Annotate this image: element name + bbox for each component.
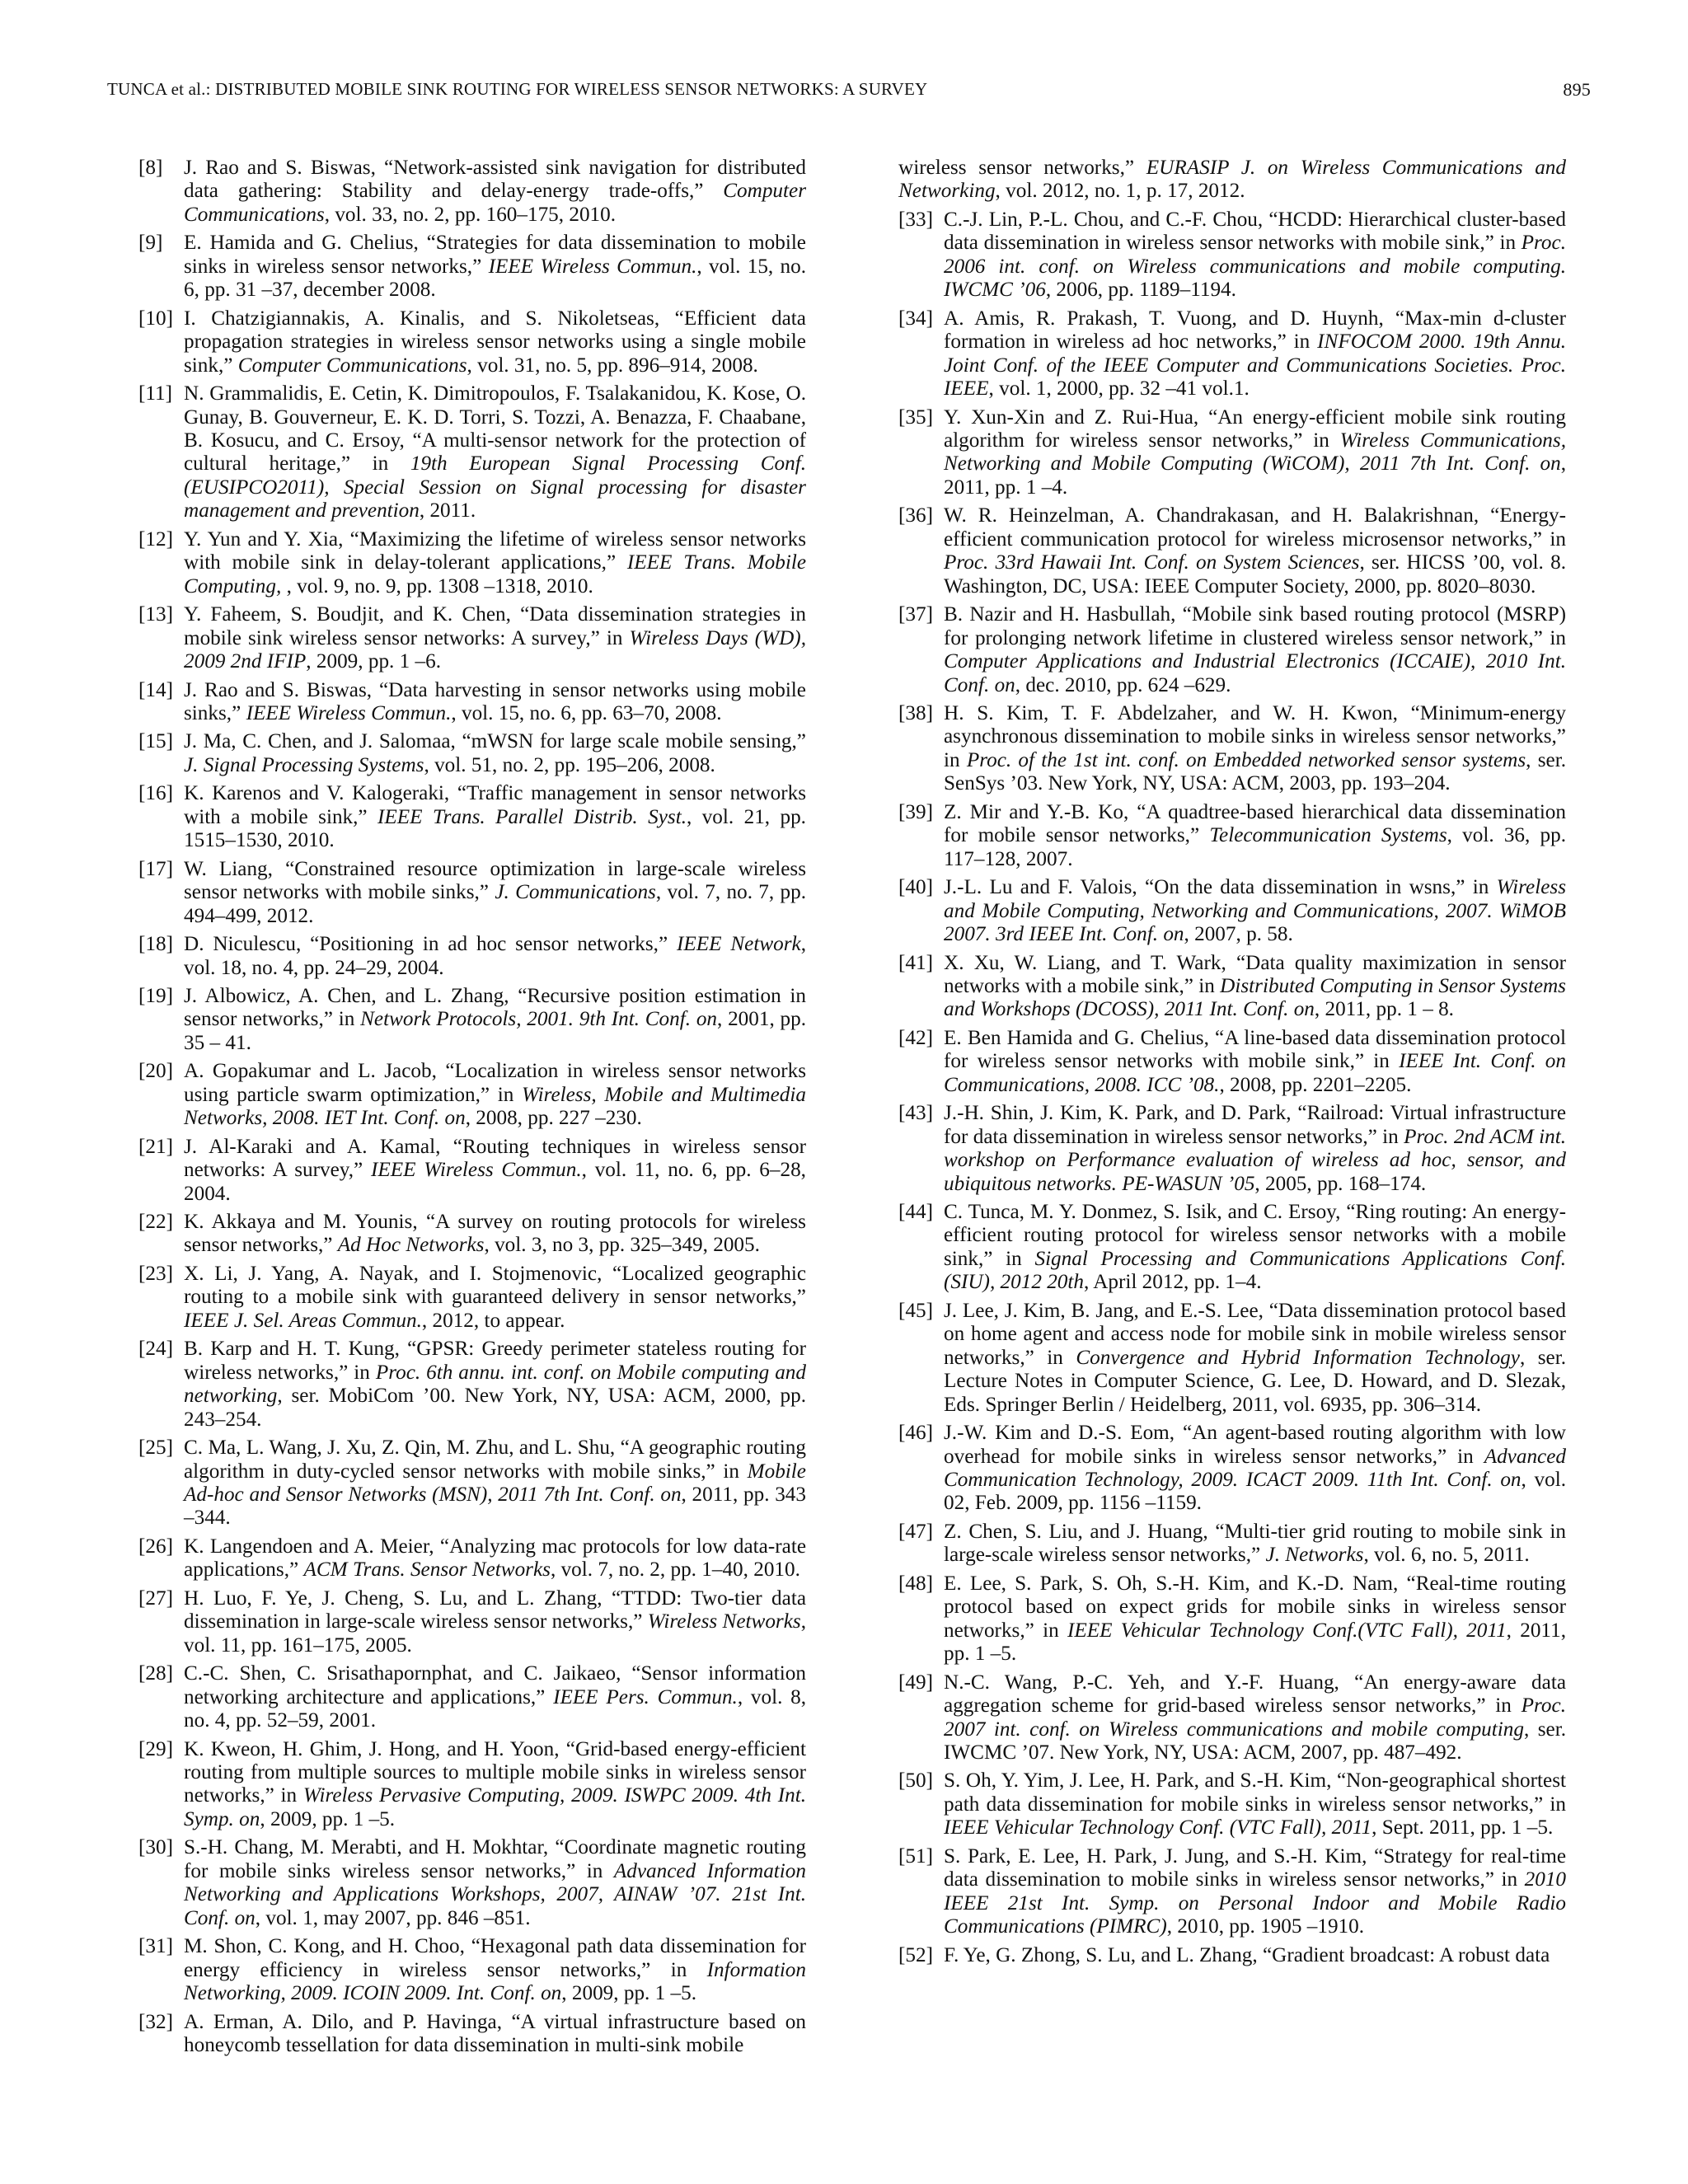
reference-entry	[138, 603, 806, 673]
reference-venue: Ad Hoc Networks	[337, 1234, 485, 1257]
reference-entry	[138, 157, 806, 227]
reference-venue: Proc. 6th annu. int. conf. on Mobile computing and networking	[184, 1361, 806, 1408]
reference-venue: Proc. 2006 int. conf. on Wireless communications and mobile computing. IWCMC ’06	[944, 232, 1566, 302]
reference-continuation-details: , vol. 2012, no. 1, p. 17, 2012.	[995, 180, 1245, 203]
reference-venue: Proc. of the 1st int. conf. on Embedded networked sensor systems	[966, 748, 1526, 771]
reference-number: [42]	[898, 1026, 933, 1049]
reference-details: , vol. 33, no. 2, pp. 160–175, 2010.	[324, 203, 617, 226]
reference-authors-title: C.-J. Lin, P.-L. Chou, and C.-F. Chou, “HCDD: Hierarchical cluster-based data dissemination in wireless sensor networks with mobile sink,” in	[944, 208, 1566, 255]
reference-details: , 2005, pp. 168–174.	[1254, 1172, 1427, 1195]
reference-text	[184, 1060, 806, 1130]
reference-text	[944, 1671, 1566, 1765]
reference-entry	[898, 406, 1566, 500]
reference-authors-title: J. Rao and S. Biswas, “Data harvesting in sensor networks using mobile sinks,”	[184, 678, 806, 724]
reference-entry	[138, 782, 806, 852]
reference-text	[944, 406, 1566, 500]
reference-venue: Advanced Information Networking and Applications Workshops, 2007, AINAW ’07. 21st Int. Conf. on	[184, 1859, 806, 1929]
page-header	[107, 79, 1591, 107]
reference-entry	[138, 1587, 806, 1657]
reference-number: [47]	[898, 1520, 933, 1543]
reference-details: , vol. 7, no. 2, pp. 1–40, 2010.	[550, 1558, 800, 1582]
reference-details: , vol. 6, no. 5, 2011.	[1363, 1544, 1530, 1567]
reference-details: , vol. 31, no. 5, pp. 896–914, 2008.	[467, 354, 758, 377]
reference-details: , vol. 51, no. 2, pp. 195–206, 2008.	[424, 753, 715, 776]
reference-entry	[898, 1944, 1566, 1967]
reference-venue: IEEE Vehicular Technology Conf. (VTC Fall), 2011	[944, 1816, 1372, 1840]
reference-authors-title: J.-W. Kim and D.-S. Eom, “An agent-based routing algorithm with low overhead for mobile sinks in wireless sensor networks,” in	[944, 1422, 1566, 1468]
reference-venue: Distributed Computing in Sensor Systems and Workshops (DCOSS), 2011 Int. Conf. on	[944, 974, 1566, 1021]
reference-continuation-text: wireless sensor networks,”	[898, 157, 1146, 179]
reference-entry	[898, 952, 1566, 1022]
reference-text	[184, 679, 806, 726]
reference-number: [21]	[138, 1135, 173, 1158]
reference-venue: IEEE Wireless Commun.	[246, 701, 452, 724]
reference-entry	[138, 528, 806, 598]
reference-number: [41]	[898, 951, 933, 974]
reference-authors-title: S. Park, E. Lee, H. Park, J. Jung, and S.-H. Kim, “Strategy for real-time data dissemination to mobile sinks in wireless sensor networks,” in	[944, 1844, 1566, 1891]
reference-details: , Sept. 2011, pp. 1 –5.	[1372, 1816, 1554, 1840]
reference-venue: ACM Trans. Sensor Networks	[303, 1558, 551, 1582]
reference-entry	[898, 603, 1566, 697]
reference-entry	[898, 1201, 1566, 1295]
reference-entry	[898, 876, 1566, 946]
reference-authors-title: J. Rao and S. Biswas, “Network-assisted sink navigation for distributed data gathering: Stability and delay-energy trade-offs,”	[184, 157, 806, 203]
reference-number: [22]	[138, 1211, 173, 1234]
reference-number: [24]	[138, 1338, 173, 1361]
reference-number: [38]	[898, 701, 933, 724]
reference-details: , 2008, pp. 2201–2205.	[1219, 1073, 1412, 1096]
reference-authors-title: W. R. Heinzelman, A. Chandrakasan, and H. Balakrishnan, “Energy-efficient communication protocol for wireless microsensor networks,” in	[944, 504, 1566, 551]
reference-number: [40]	[898, 876, 933, 899]
reference-entry	[138, 1436, 806, 1530]
reference-details: , ser. HICSS ’00, vol. 8. Washington, DC, USA: IEEE Computer Society, 2000, pp. 8020–8030.	[944, 551, 1566, 598]
reference-entry	[138, 1211, 806, 1258]
reference-number: [10]	[138, 307, 173, 330]
reference-authors-title: A. Amis, R. Prakash, T. Vuong, and D. Huynh, “Max-min d-cluster formation in wireless ad hoc networks,” in	[944, 307, 1566, 354]
reference-text	[944, 1521, 1566, 1568]
reference-entry	[138, 1060, 806, 1130]
reference-details: , 2011, pp. 343 –344.	[184, 1483, 806, 1530]
reference-text	[184, 1836, 806, 1930]
reference-venue: IEEE Int. Conf. on Communications, 2008. ICC ’08.	[944, 1050, 1566, 1096]
reference-number: [15]	[138, 730, 173, 753]
reference-authors-title: K. Karenos and V. Kalogeraki, “Traffic management in sensor networks with a mobile sink,”	[184, 782, 806, 828]
reference-details: , vol. 11, pp. 161–175, 2005.	[184, 1610, 806, 1657]
reference-text	[184, 730, 806, 777]
reference-entry	[898, 801, 1566, 871]
reference-venue: IEEE Network	[676, 933, 801, 956]
reference-entry	[898, 209, 1566, 302]
reference-authors-title: J.-H. Shin, J. Kim, K. Park, and D. Park, “Railroad: Virtual infrastructure for data dissemination in wireless sensor networks,” in	[944, 1102, 1566, 1148]
reference-number: [44]	[898, 1201, 933, 1224]
reference-text	[184, 382, 806, 523]
reference-number: [8]	[138, 157, 163, 179]
reference-details: , April 2012, pp. 1–4.	[1084, 1271, 1262, 1294]
reference-authors-title: J. Ma, C. Chen, and J. Salomaa, “mWSN for large scale mobile sensing,”	[184, 730, 806, 753]
reference-entry	[138, 985, 806, 1055]
reference-venue: Mobile Ad-hoc and Sensor Networks (MSN), 2011 7th Int. Conf. on	[184, 1460, 806, 1507]
reference-venue: 2010 IEEE 21st Int. Symp. on Personal Indoor and Mobile Radio Communications (PIMRC)	[944, 1868, 1566, 1938]
reference-details: , vol. 3, no 3, pp. 325–349, 2005.	[484, 1234, 760, 1257]
reference-authors-title: H. S. Kim, T. F. Abdelzaher, and W. H. Kwon, “Minimum-energy asynchronous dissemination to mobile sinks in wireless sensor networks,” in	[944, 701, 1566, 771]
reference-text	[184, 985, 806, 1055]
reference-number: [14]	[138, 678, 173, 701]
reference-text	[184, 2011, 806, 2058]
reference-authors-title: F. Ye, G. Zhong, S. Lu, and L. Zhang, “Gradient broadcast: A robust data	[944, 1943, 1550, 1966]
reference-venue: INFOCOM 2000. 19th Annu. Joint Conf. of the IEEE Computer and Communications Societies. Proc. IEEE	[944, 330, 1566, 401]
reference-text	[184, 307, 806, 377]
reference-text	[184, 232, 806, 302]
reference-venue: Advanced Communication Technology, 2009. ICACT 2009. 11th Int. Conf. on	[944, 1445, 1566, 1492]
reference-authors-title: S. Oh, Y. Yim, J. Lee, H. Park, and S.-H. Kim, “Non-geographical shortest path data dissemination for mobile sinks in wireless sensor networks,” in	[944, 1769, 1566, 1816]
reference-entry	[898, 1671, 1566, 1765]
reference-authors-title: B. Nazir and H. Hasbullah, “Mobile sink based routing protocol (MSRP) for prolonging network lifetime in clustered wireless sensor network,” in	[944, 603, 1566, 649]
reference-authors-title: W. Liang, “Constrained resource optimization in large-scale wireless sensor networks with mobile sinks,”	[184, 857, 806, 904]
reference-number: [33]	[898, 208, 933, 231]
reference-number: [16]	[138, 782, 173, 805]
reference-details: , vol. 8, no. 4, pp. 52–59, 2001.	[184, 1685, 806, 1732]
reference-details: , vol. 36, pp. 117–128, 2007.	[944, 824, 1566, 870]
reference-venue: Wireless Communications, Networking and Mobile Computing (WiCOM), 2011 7th Int. Conf. on	[944, 429, 1566, 476]
reference-venue: Computer Communications	[237, 354, 467, 377]
reference-details: , vol. 11, no. 6, pp. 6–28, 2004.	[184, 1159, 806, 1205]
reference-text	[944, 1422, 1566, 1516]
reference-text	[944, 801, 1566, 871]
reference-authors-title: A. Gopakumar and L. Jacob, “Localization in wireless sensor networks using particle swarm optimization,” in	[184, 1060, 806, 1106]
reference-text	[944, 209, 1566, 302]
reference-text	[944, 876, 1566, 946]
reference-details: , 2001, pp. 35 – 41.	[184, 1008, 807, 1054]
reference-authors-title: Y. Faheem, S. Boudjit, and K. Chen, “Data dissemination strategies in mobile sink wireless sensor networks: A survey,” in	[184, 603, 806, 649]
reference-number: [23]	[138, 1262, 173, 1285]
reference-venue: Wireless Days (WD), 2009 2nd IFIP	[184, 626, 806, 673]
reference-number: [30]	[138, 1836, 173, 1859]
reference-text	[944, 1300, 1566, 1417]
reference-authors-title: N. Grammalidis, E. Cetin, K. Dimitropoulos, F. Tsalakanidou, K. Kose, O. Gunay, B. Gouverneur, E. K. D. Torri, S. Tozzi, A. Benazza, F. Chaabane, B. Kosucu, and C. Ersoy, “A multi-sensor network for the protection of cultural heritage,” in	[184, 382, 806, 476]
reference-venue: Convergence and Hybrid Information Technology	[1076, 1346, 1520, 1369]
reference-text	[944, 504, 1566, 598]
reference-venue: Proc. 2nd ACM int. workshop on Performance evaluation of wireless ad hoc, sensor, and ubiquitous networks. PE-WASUN ’05	[944, 1125, 1566, 1195]
reference-authors-title: A. Erman, A. Dilo, and P. Havinga, “A virtual infrastructure based on honeycomb tessellation for data dissemination in multi-sink mobile	[184, 2010, 806, 2056]
reference-entry	[898, 1845, 1566, 1939]
reference-details: , vol. 9, no. 9, pp. 1308 –1318, 2010.	[281, 574, 593, 598]
reference-details: , 2009, pp. 1 –5.	[561, 1982, 696, 2005]
reference-venue: Telecommunication Systems	[1209, 824, 1447, 847]
reference-details: , 2009, pp. 1 –5.	[260, 1807, 396, 1830]
reference-details: , vol. 1, 2000, pp. 32 –41 vol.1.	[988, 377, 1250, 401]
reference-venue: IEEE Trans. Mobile Computing,	[184, 551, 806, 598]
reference-authors-title: X. Li, J. Yang, A. Nayak, and I. Stojmenovic, “Localized geographic routing to a mobile sink with guaranteed delivery in sensor networks,”	[184, 1262, 806, 1309]
reference-number: [36]	[898, 504, 933, 527]
reference-venue: Computer Communications	[184, 180, 806, 226]
reference-entry	[138, 382, 806, 523]
reference-entry	[138, 858, 806, 928]
reference-number: [26]	[138, 1535, 173, 1558]
reference-authors-title: E. Ben Hamida and G. Chelius, “A line-based data dissemination protocol for wireless sensor networks with mobile sink,” in	[944, 1026, 1566, 1073]
reference-continuation-venue: EURASIP J. on Wireless Communications and Networking	[898, 157, 1566, 203]
reference-entry	[898, 307, 1566, 401]
reference-venue: Proc. 2007 int. conf. on Wireless communications and mobile computing	[944, 1694, 1566, 1741]
reference-text	[184, 1436, 806, 1530]
reference-details: , ser. Lecture Notes in Computer Science, G. Lee, D. Howard, and D. Slezak, Eds. Springer Berlin / Heidelberg, 2011, vol. 6935, pp. 306–314.	[944, 1346, 1566, 1416]
reference-venue: J. Communications	[495, 881, 656, 904]
reference-entry	[898, 504, 1566, 598]
reference-text	[184, 1136, 806, 1206]
reference-entry	[138, 730, 806, 777]
reference-text	[944, 1944, 1566, 1967]
reference-number: [49]	[898, 1671, 933, 1694]
reference-continuation	[898, 157, 1566, 204]
reference-authors-title: C.-C. Shen, C. Srisathapornphat, and C. Jaikaeo, “Sensor information networking architecture and applications,”	[184, 1662, 806, 1708]
reference-venue: IEEE Trans. Parallel Distrib. Syst.	[377, 805, 687, 828]
reference-venue: Signal Processing and Communications Applications Conf. (SIU), 2012 20th	[944, 1247, 1566, 1294]
reference-authors-title: Y. Yun and Y. Xia, “Maximizing the lifetime of wireless sensor networks with mobile sink in delay-tolerant applications,”	[184, 527, 806, 574]
reference-entry	[898, 702, 1566, 796]
reference-authors-title: I. Chatzigiannakis, A. Kinalis, and S. Nikoletseas, “Efficient data propagation strategies in wireless sensor networks using a single mobile sink,”	[184, 307, 806, 377]
reference-text	[184, 1338, 806, 1432]
reference-venue: Computer Applications and Industrial Electronics (ICCAIE), 2010 Int. Conf. on	[944, 650, 1566, 696]
reference-venue: IEEE Pers. Commun.	[553, 1685, 738, 1708]
reference-number: [32]	[138, 2010, 173, 2033]
reference-text	[184, 858, 806, 928]
reference-entry	[138, 1338, 806, 1432]
reference-number: [39]	[898, 800, 933, 823]
reference-details: , 2011, pp. 1 –4.	[944, 452, 1566, 499]
page-number: 895	[1563, 79, 1591, 100]
reference-text	[944, 603, 1566, 697]
reference-authors-title: K. Akkaya and M. Younis, “A survey on routing protocols for wireless sensor networks,”	[184, 1211, 806, 1257]
reference-venue: IEEE Wireless Commun.	[488, 255, 697, 278]
reference-text	[944, 1102, 1566, 1196]
reference-number: [18]	[138, 933, 173, 956]
reference-details: , 2009, pp. 1 –6.	[306, 650, 442, 673]
reference-text	[944, 307, 1566, 401]
reference-number: [43]	[898, 1102, 933, 1125]
reference-number: [27]	[138, 1586, 173, 1610]
reference-number: [19]	[138, 984, 173, 1007]
reference-text	[184, 603, 806, 673]
reference-details: , 2012, to appear.	[421, 1309, 565, 1332]
reference-text	[944, 952, 1566, 1022]
reference-details: , dec. 2010, pp. 624 –629.	[1015, 673, 1231, 696]
reference-venue: J. Signal Processing Systems	[184, 753, 424, 776]
reference-entry	[138, 679, 806, 726]
reference-entry	[138, 1836, 806, 1930]
reference-details: , vol. 7, no. 7, pp. 494–499, 2012.	[184, 881, 807, 927]
reference-text	[184, 1662, 806, 1732]
reference-entry	[138, 1935, 806, 2005]
reference-authors-title: Y. Xun-Xin and Z. Rui-Hua, “An energy-efficient mobile sink routing algorithm for wireless sensor networks,” in	[944, 405, 1566, 452]
reference-authors-title: K. Langendoen and A. Meier, “Analyzing mac protocols for low data-rate applications,”	[184, 1535, 806, 1582]
reference-entry	[138, 1535, 806, 1582]
reference-number: [31]	[138, 1935, 173, 1958]
reference-authors-title: N.-C. Wang, P.-C. Yeh, and Y.-F. Huang, “An energy-aware data aggregation scheme for grid-based wireless sensor networks,” in	[944, 1671, 1566, 1718]
reference-details: , vol. 21, pp. 1515–1530, 2010.	[184, 805, 806, 852]
reference-entry	[138, 232, 806, 302]
reference-entry	[138, 2011, 806, 2058]
reference-venue: Proc. 33rd Hawaii Int. Conf. on System Sciences	[944, 551, 1360, 574]
reference-text	[184, 1211, 806, 1258]
reference-authors-title: J.-L. Lu and F. Valois, “On the data dissemination in wsns,” in	[944, 876, 1497, 899]
reference-number: [51]	[898, 1844, 933, 1868]
reference-authors-title: D. Niculescu, “Positioning in ad hoc sensor networks,”	[184, 933, 677, 956]
reference-text	[184, 1263, 806, 1333]
reference-details: , ser. SenSys ’03. New York, NY, USA: ACM, 2003, pp. 193–204.	[944, 748, 1566, 795]
reference-entry	[898, 1769, 1566, 1840]
reference-venue: IEEE J. Sel. Areas Commun.	[184, 1309, 422, 1332]
reference-text	[944, 1769, 1566, 1840]
reference-venue: Wireless Pervasive Computing, 2009. ISWPC 2009. 4th Int. Symp. on	[184, 1784, 806, 1830]
reference-venue: 19th European Signal Processing Conf. (EUSIPCO2011), Special Session on Signal processing for disaster management and prevention	[184, 452, 807, 523]
reference-text	[184, 1587, 806, 1657]
reference-entry	[138, 1263, 806, 1333]
reference-text	[184, 157, 806, 227]
reference-number: [48]	[898, 1572, 933, 1595]
reference-text	[944, 1201, 1566, 1295]
reference-authors-title: E. Lee, S. Park, S. Oh, S.-H. Kim, and K.-D. Nam, “Real-time routing protocol based on expect grids for mobile sinks in wireless sensor networks,” in	[944, 1572, 1566, 1642]
reference-authors-title: C. Tunca, M. Y. Donmez, S. Isik, and C. Ersoy, “Ring routing: An energy-efficient routing protocol for wireless sensor networks with a mobile sink,” in	[944, 1201, 1566, 1270]
reference-authors-title: Z. Chen, S. Liu, and J. Huang, “Multi-tier grid routing to mobile sink in large-scale wireless sensor networks,”	[944, 1520, 1566, 1567]
reference-venue: Network Protocols, 2001. 9th Int. Conf. on	[360, 1008, 718, 1031]
reference-authors-title: S.-H. Chang, M. Merabti, and H. Mokhtar, “Coordinate magnetic routing for mobile sinks wireless sensor networks,” in	[184, 1836, 806, 1882]
reference-venue: IEEE Wireless Commun.	[370, 1159, 582, 1182]
reference-text	[944, 702, 1566, 796]
reference-number: [37]	[898, 603, 933, 626]
reference-details: , vol. 1, may 2007, pp. 846 –851.	[255, 1906, 531, 1929]
reference-entry	[138, 1136, 806, 1206]
reference-number: [46]	[898, 1422, 933, 1445]
reference-text	[944, 1027, 1566, 1097]
reference-number: [35]	[898, 405, 933, 429]
reference-entry	[898, 1027, 1566, 1097]
reference-details: , vol. 02, Feb. 2009, pp. 1156 –1159.	[944, 1469, 1566, 1515]
reference-number: [50]	[898, 1769, 933, 1793]
reference-entry	[138, 933, 806, 980]
reference-details: , 2011, pp. 1 –5.	[944, 1619, 1566, 1666]
reference-authors-title: J. Al-Karaki and A. Kamal, “Routing techniques in wireless sensor networks: A survey,”	[184, 1135, 806, 1182]
reference-entry	[898, 1572, 1566, 1666]
reference-details: , 2008, pp. 227 –230.	[465, 1107, 642, 1130]
reference-authors-title: X. Xu, W. Liang, and T. Wark, “Data quality maximization in sensor networks with a mobile sink,” in	[944, 951, 1566, 997]
reference-venue: Information Networking, 2009. ICOIN 2009. Int. Conf. on	[184, 1958, 806, 2005]
reference-number: [17]	[138, 857, 173, 880]
reference-number: [25]	[138, 1436, 173, 1460]
left-column-references	[138, 157, 806, 2062]
reference-text	[184, 1935, 806, 2005]
reference-text	[184, 528, 806, 598]
reference-text	[944, 1572, 1566, 1666]
reference-text	[184, 1738, 806, 1832]
reference-venue: Wireless and Mobile Computing, Networking and Communications, 2007. WiMOB 2007. 3rd IEEE Int. Conf. on	[944, 876, 1566, 946]
reference-authors-title: E. Hamida and G. Chelius, “Strategies for data dissemination to mobile sinks in wireless sensor networks,”	[184, 232, 806, 278]
reference-number: [52]	[898, 1943, 933, 1966]
reference-authors-title: H. Luo, F. Ye, J. Cheng, S. Lu, and L. Zhang, “TTDD: Two-tier data dissemination in large-scale wireless sensor networks,”	[184, 1586, 806, 1633]
reference-details: , ser. MobiCom ’00. New York, NY, USA: ACM, 2000, pp. 243–254.	[184, 1385, 806, 1431]
reference-authors-title: C. Ma, L. Wang, J. Xu, Z. Qin, M. Zhu, and L. Shu, “A geographic routing algorithm in duty-cycled sensor networks with mobile sinks,” in	[184, 1436, 806, 1483]
reference-text	[184, 1535, 806, 1582]
reference-venue: J. Networks	[1265, 1544, 1364, 1567]
reference-number: [11]	[138, 382, 173, 405]
reference-text	[944, 1845, 1566, 1939]
reference-venue: Wireless, Mobile and Multimedia Networks, 2008. IET Int. Conf. on	[184, 1083, 806, 1130]
reference-details: , 2011, pp. 1 – 8.	[1314, 998, 1454, 1021]
reference-entry	[898, 1102, 1566, 1196]
reference-text	[184, 782, 806, 852]
reference-text	[184, 933, 806, 980]
reference-entry	[138, 1662, 806, 1732]
reference-entry	[898, 1422, 1566, 1516]
reference-details: , 2010, pp. 1905 –1910.	[1166, 1915, 1365, 1938]
reference-details: , vol. 15, no. 6, pp. 31 –37, december 2008.	[184, 255, 807, 302]
reference-details: , 2006, pp. 1189–1194.	[1045, 279, 1236, 302]
reference-entry	[138, 1738, 806, 1832]
right-column-references	[898, 157, 1566, 1972]
reference-entry	[898, 1300, 1566, 1417]
reference-number: [29]	[138, 1737, 173, 1760]
reference-number: [20]	[138, 1060, 173, 1083]
reference-details: , ser. IWCMC ’07. New York, NY, USA: ACM, 2007, pp. 487–492.	[944, 1718, 1566, 1764]
reference-authors-title: Z. Mir and Y.-B. Ko, “A quadtree-based hierarchical data dissemination for mobile sensor networks,”	[944, 800, 1566, 847]
reference-details: , vol. 18, no. 4, pp. 24–29, 2004.	[184, 933, 806, 979]
reference-authors-title: K. Kweon, H. Ghim, J. Hong, and H. Yoon, “Grid-based energy-efficient routing from multiple sources to multiple mobile sinks in wireless sensor networks,” in	[184, 1737, 806, 1807]
reference-authors-title: J. Albowicz, A. Chen, and L. Zhang, “Recursive position estimation in sensor networks,” in	[184, 984, 806, 1031]
reference-number: [12]	[138, 527, 173, 551]
reference-details: , 2007, p. 58.	[1184, 923, 1293, 946]
reference-number: [13]	[138, 603, 173, 626]
reference-number: [45]	[898, 1299, 933, 1322]
reference-number: [9]	[138, 232, 163, 255]
reference-venue: Wireless Networks	[647, 1610, 801, 1633]
reference-number: [28]	[138, 1662, 173, 1685]
reference-authors-title: J. Lee, J. Kim, B. Jang, and E.-S. Lee, “Data dissemination protocol based on home agent and access node for mobile sink in mobile wireless sensor networks,” in	[944, 1299, 1566, 1369]
reference-authors-title: B. Karp and H. T. Kung, “GPSR: Greedy perimeter stateless routing for wireless networks,” in	[184, 1338, 806, 1384]
reference-number: [34]	[898, 307, 933, 330]
reference-authors-title: M. Shon, C. Kong, and H. Choo, “Hexagonal path data dissemination for energy efficiency in wireless sensor networks,” in	[184, 1935, 806, 1981]
reference-venue: IEEE Vehicular Technology Conf.(VTC Fall), 2011	[1067, 1619, 1507, 1642]
reference-entry	[898, 1521, 1566, 1568]
reference-entry	[138, 307, 806, 377]
reference-details: , vol. 15, no. 6, pp. 63–70, 2008.	[451, 701, 722, 724]
running-title: TUNCA et al.: DISTRIBUTED MOBILE SINK ROUTING FOR WIRELESS SENSOR NETWORKS: A SURVEY	[107, 79, 928, 99]
reference-details: , 2011.	[419, 499, 476, 523]
